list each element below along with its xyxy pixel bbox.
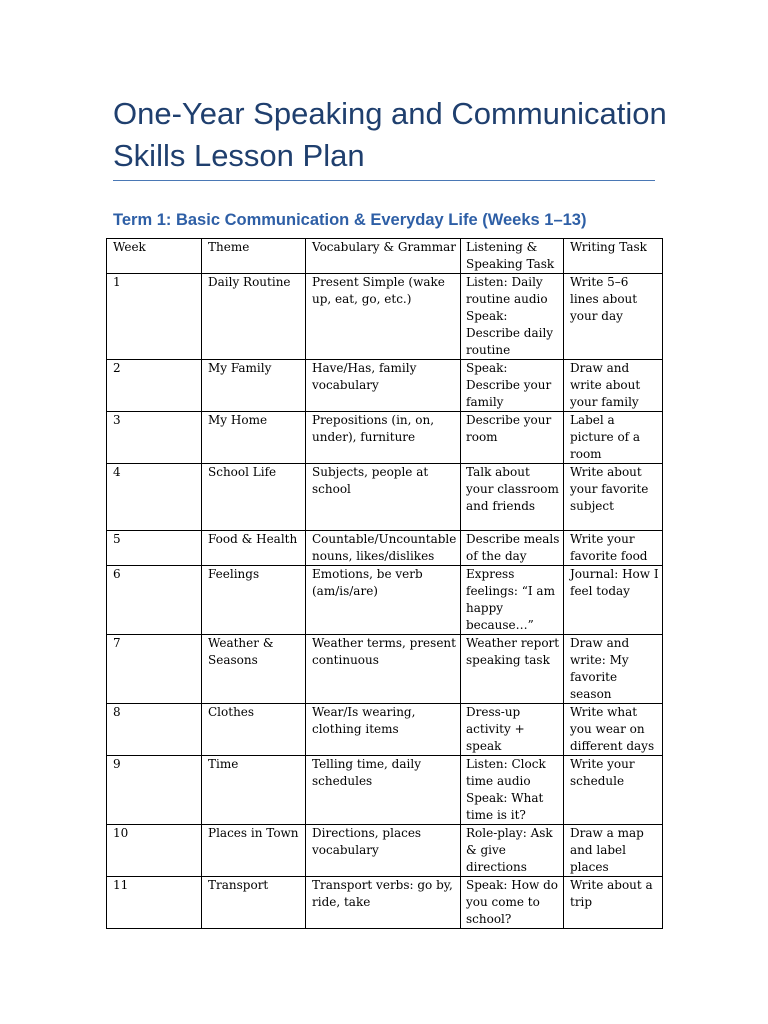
theme-cell: My Family — [202, 360, 306, 412]
week-cell: 6 — [107, 566, 202, 635]
lesson-plan-table — [106, 238, 663, 929]
listening-speaking-cell: Talk about your classroom and friends — [461, 464, 564, 531]
writing-cell: Write about your favorite subject — [564, 464, 663, 531]
vocabulary-cell: Subjects, people at school — [306, 464, 461, 531]
writing-cell: Write 5–6 lines about your day — [564, 274, 663, 360]
header-listening-speaking: Listening & Speaking Task — [461, 239, 564, 274]
vocabulary-cell: Present Simple (wake up, eat, go, etc.) — [306, 274, 461, 360]
week-cell: 10 — [107, 825, 202, 877]
week-cell: 3 — [107, 412, 202, 464]
listening-speaking-cell: Express feelings: “I am happy because…” — [461, 566, 564, 635]
term-heading: Term 1: Basic Communication & Everyday Life (Weeks 1–13) — [113, 211, 587, 229]
theme-cell: Transport — [202, 877, 306, 929]
listening-speaking-cell: Dress-up activity + speak — [461, 704, 564, 756]
header-theme: Theme — [202, 239, 306, 274]
listening-speaking-cell: Weather report speaking task — [461, 635, 564, 704]
theme-cell: Weather & Seasons — [202, 635, 306, 704]
week-cell: 8 — [107, 704, 202, 756]
week-cell: 1 — [107, 274, 202, 360]
week-cell: 4 — [107, 464, 202, 531]
theme-cell: Time — [202, 756, 306, 825]
theme-cell: Clothes — [202, 704, 306, 756]
week-cell: 9 — [107, 756, 202, 825]
table-row — [107, 756, 663, 825]
writing-cell: Label a picture of a room — [564, 412, 663, 464]
table-row — [107, 531, 663, 566]
writing-cell: Write what you wear on different days — [564, 704, 663, 756]
theme-cell: My Home — [202, 412, 306, 464]
week-cell: 2 — [107, 360, 202, 412]
table-row — [107, 877, 663, 929]
header-vocabulary-grammar: Vocabulary & Grammar — [306, 239, 461, 274]
theme-cell: Food & Health — [202, 531, 306, 566]
header-week: Week — [107, 239, 202, 274]
table-row — [107, 825, 663, 877]
listening-speaking-cell: Role-play: Ask & give directions — [461, 825, 564, 877]
header-writing-task: Writing Task — [564, 239, 663, 274]
listening-speaking-cell: Speak: Describe your family — [461, 360, 564, 412]
theme-cell: Daily Routine — [202, 274, 306, 360]
vocabulary-cell: Weather terms, present continuous — [306, 635, 461, 704]
writing-cell: Draw and write about your family — [564, 360, 663, 412]
table-row — [107, 360, 663, 412]
vocabulary-cell: Have/Has, family vocabulary — [306, 360, 461, 412]
writing-cell: Journal: How I feel today — [564, 566, 663, 635]
table-row — [107, 274, 663, 360]
week-cell: 5 — [107, 531, 202, 566]
vocabulary-cell: Wear/Is wearing, clothing items — [306, 704, 461, 756]
writing-cell: Write your schedule — [564, 756, 663, 825]
vocabulary-cell: Prepositions (in, on, under), furniture — [306, 412, 461, 464]
week-cell: 11 — [107, 877, 202, 929]
document-title: One-Year Speaking and Communication Skills Lesson Plan — [113, 96, 667, 173]
listening-speaking-cell: Listen: Clock time audio Speak: What time is it? — [461, 756, 564, 825]
table-row — [107, 566, 663, 635]
table-header-row — [107, 239, 663, 274]
vocabulary-cell: Emotions, be verb (am/is/are) — [306, 566, 461, 635]
writing-cell: Write about a trip — [564, 877, 663, 929]
theme-cell: School Life — [202, 464, 306, 531]
vocabulary-cell: Transport verbs: go by, ride, take — [306, 877, 461, 929]
table-row — [107, 464, 663, 531]
listening-speaking-cell: Describe your room — [461, 412, 564, 464]
table-row — [107, 412, 663, 464]
listening-speaking-cell: Describe meals of the day — [461, 531, 564, 566]
vocabulary-cell: Countable/Uncountable nouns, likes/dislikes — [306, 531, 461, 566]
listening-speaking-cell: Speak: How do you come to school? — [461, 877, 564, 929]
table-row — [107, 635, 663, 704]
writing-cell: Draw a map and label places — [564, 825, 663, 877]
table-row — [107, 704, 663, 756]
title-underline — [113, 180, 655, 181]
week-cell: 7 — [107, 635, 202, 704]
theme-cell: Places in Town — [202, 825, 306, 877]
writing-cell: Draw and write: My favorite season — [564, 635, 663, 704]
vocabulary-cell: Directions, places vocabulary — [306, 825, 461, 877]
theme-cell: Feelings — [202, 566, 306, 635]
writing-cell: Write your favorite food — [564, 531, 663, 566]
listening-speaking-cell: Listen: Daily routine audio Speak: Describe daily routine — [461, 274, 564, 360]
vocabulary-cell: Telling time, daily schedules — [306, 756, 461, 825]
